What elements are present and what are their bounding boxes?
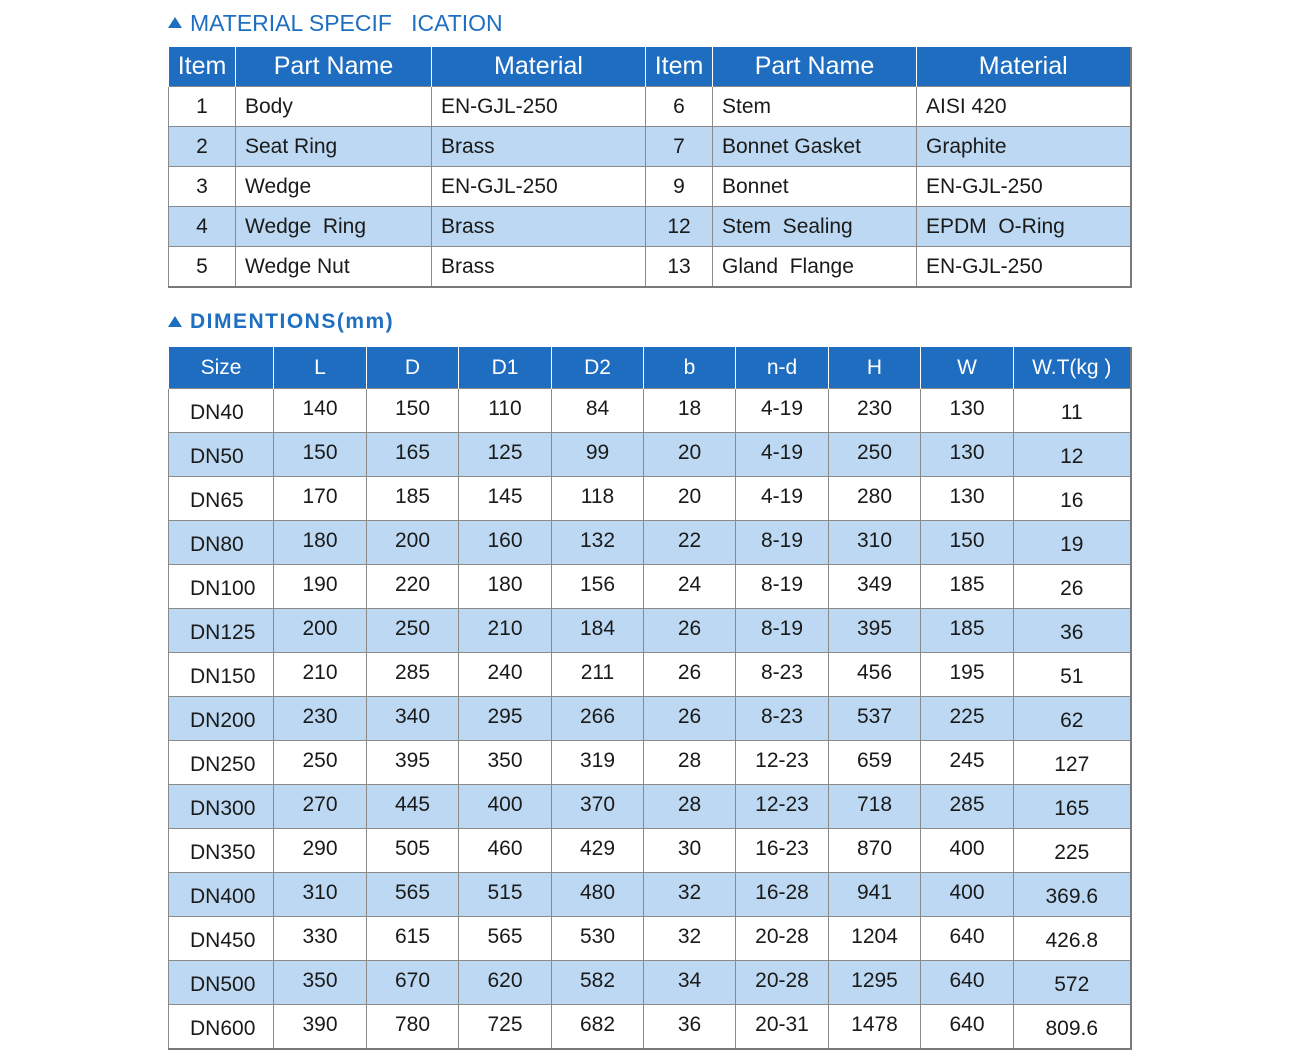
cell-value: 4-19 xyxy=(736,433,829,477)
header-cell: D xyxy=(367,347,459,389)
table-row xyxy=(169,87,1131,127)
cell-value: 16-23 xyxy=(736,829,829,873)
cell-value: 285 xyxy=(367,653,459,697)
cell-item: 9 xyxy=(646,167,713,207)
cell-value: 125 xyxy=(459,433,552,477)
cell-value: 130 xyxy=(921,477,1014,521)
dimensions-title xyxy=(168,310,394,334)
cell-value: 200 xyxy=(274,609,367,653)
cell-value: 340 xyxy=(367,697,459,741)
cell-value: 350 xyxy=(459,741,552,785)
cell-value: 1295 xyxy=(829,961,921,1005)
cell-value: 565 xyxy=(459,917,552,961)
cell-part-name: Wedge xyxy=(236,167,432,207)
cell-size: DN65 xyxy=(169,477,274,521)
cell-value: 20 xyxy=(644,433,736,477)
cell-value: 210 xyxy=(459,609,552,653)
cell-value: 330 xyxy=(274,917,367,961)
material-header-row xyxy=(169,47,1131,87)
table-row xyxy=(169,389,1131,433)
cell-value: 285 xyxy=(921,785,1014,829)
cell-value: 718 xyxy=(829,785,921,829)
header-cell: D2 xyxy=(552,347,644,389)
material-spec-title-text: MATERIAL SPECIF ICATION xyxy=(190,10,503,36)
cell-value: 780 xyxy=(367,1005,459,1050)
cell-value: 185 xyxy=(921,609,1014,653)
header-cell: W.T(kg ) xyxy=(1014,347,1131,389)
cell-part-name: Seat Ring xyxy=(236,127,432,167)
cell-size: DN80 xyxy=(169,521,274,565)
cell-value: 426.8 xyxy=(1014,917,1131,961)
header-cell: b xyxy=(644,347,736,389)
header-item: Item xyxy=(646,47,713,87)
cell-size: DN250 xyxy=(169,741,274,785)
cell-value: 200 xyxy=(367,521,459,565)
cell-material: Graphite xyxy=(917,127,1131,167)
table-row xyxy=(169,653,1131,697)
cell-item: 1 xyxy=(169,87,236,127)
cell-value: 127 xyxy=(1014,741,1131,785)
cell-value: 20 xyxy=(644,477,736,521)
cell-item: 5 xyxy=(169,247,236,288)
cell-part-name: Wedge Ring xyxy=(236,207,432,247)
cell-value: 941 xyxy=(829,873,921,917)
header-cell: Size xyxy=(169,347,274,389)
table-row xyxy=(169,433,1131,477)
cell-value: 16 xyxy=(1014,477,1131,521)
table-row xyxy=(169,917,1131,961)
triangle-up-icon xyxy=(168,17,182,28)
cell-value: 280 xyxy=(829,477,921,521)
header-cell: n-d xyxy=(736,347,829,389)
cell-item: 12 xyxy=(646,207,713,247)
cell-item: 2 xyxy=(169,127,236,167)
cell-material: EN-GJL-250 xyxy=(432,167,646,207)
cell-value: 22 xyxy=(644,521,736,565)
material-spec-table xyxy=(168,47,1132,288)
cell-value: 165 xyxy=(1014,785,1131,829)
table-row xyxy=(169,1005,1131,1050)
cell-value: 184 xyxy=(552,609,644,653)
cell-value: 230 xyxy=(829,389,921,433)
cell-value: 36 xyxy=(644,1005,736,1050)
cell-value: 400 xyxy=(459,785,552,829)
cell-size: DN50 xyxy=(169,433,274,477)
cell-part-name: Body xyxy=(236,87,432,127)
cell-value: 530 xyxy=(552,917,644,961)
cell-value: 140 xyxy=(274,389,367,433)
table-row xyxy=(169,477,1131,521)
cell-value: 32 xyxy=(644,873,736,917)
cell-value: 266 xyxy=(552,697,644,741)
cell-value: 99 xyxy=(552,433,644,477)
material-spec-title xyxy=(168,10,503,37)
cell-size: DN500 xyxy=(169,961,274,1005)
cell-value: 220 xyxy=(367,565,459,609)
header-part-name: Part Name xyxy=(713,47,917,87)
table-row xyxy=(169,521,1131,565)
cell-value: 34 xyxy=(644,961,736,1005)
cell-value: 310 xyxy=(829,521,921,565)
cell-size: DN450 xyxy=(169,917,274,961)
cell-value: 180 xyxy=(459,565,552,609)
cell-value: 190 xyxy=(274,565,367,609)
cell-value: 537 xyxy=(829,697,921,741)
cell-value: 400 xyxy=(921,829,1014,873)
cell-material: Brass xyxy=(432,127,646,167)
cell-value: 319 xyxy=(552,741,644,785)
cell-size: DN300 xyxy=(169,785,274,829)
table-row xyxy=(169,127,1131,167)
cell-value: 185 xyxy=(367,477,459,521)
cell-material: EPDM O-Ring xyxy=(917,207,1131,247)
cell-value: 4-19 xyxy=(736,477,829,521)
cell-value: 8-19 xyxy=(736,609,829,653)
cell-value: 429 xyxy=(552,829,644,873)
cell-size: DN150 xyxy=(169,653,274,697)
cell-value: 659 xyxy=(829,741,921,785)
cell-value: 505 xyxy=(367,829,459,873)
table-row xyxy=(169,565,1131,609)
cell-value: 310 xyxy=(274,873,367,917)
cell-value: 110 xyxy=(459,389,552,433)
cell-item: 7 xyxy=(646,127,713,167)
cell-value: 12-23 xyxy=(736,741,829,785)
cell-value: 36 xyxy=(1014,609,1131,653)
cell-value: 225 xyxy=(1014,829,1131,873)
cell-value: 16-28 xyxy=(736,873,829,917)
cell-part-name: Bonnet xyxy=(713,167,917,207)
cell-value: 8-23 xyxy=(736,653,829,697)
cell-value: 640 xyxy=(921,961,1014,1005)
header-cell: L xyxy=(274,347,367,389)
cell-value: 160 xyxy=(459,521,552,565)
cell-value: 24 xyxy=(644,565,736,609)
cell-value: 670 xyxy=(367,961,459,1005)
cell-value: 20-28 xyxy=(736,917,829,961)
header-material: Material xyxy=(432,47,646,87)
cell-value: 26 xyxy=(644,653,736,697)
cell-value: 165 xyxy=(367,433,459,477)
cell-value: 640 xyxy=(921,1005,1014,1050)
cell-value: 250 xyxy=(274,741,367,785)
cell-part-name: Stem xyxy=(713,87,917,127)
table-row xyxy=(169,167,1131,207)
cell-value: 390 xyxy=(274,1005,367,1050)
table-row xyxy=(169,207,1131,247)
cell-value: 145 xyxy=(459,477,552,521)
cell-value: 30 xyxy=(644,829,736,873)
cell-value: 615 xyxy=(367,917,459,961)
cell-value: 185 xyxy=(921,565,1014,609)
cell-item: 3 xyxy=(169,167,236,207)
cell-item: 4 xyxy=(169,207,236,247)
cell-value: 195 xyxy=(921,653,1014,697)
cell-material: EN-GJL-250 xyxy=(432,87,646,127)
cell-value: 456 xyxy=(829,653,921,697)
header-material: Material xyxy=(917,47,1131,87)
table-row xyxy=(169,697,1131,741)
header-part-name: Part Name xyxy=(236,47,432,87)
cell-value: 62 xyxy=(1014,697,1131,741)
cell-value: 11 xyxy=(1014,389,1131,433)
cell-value: 565 xyxy=(367,873,459,917)
cell-material: EN-GJL-250 xyxy=(917,167,1131,207)
cell-value: 8-19 xyxy=(736,521,829,565)
cell-value: 28 xyxy=(644,785,736,829)
table-row xyxy=(169,609,1131,653)
cell-value: 395 xyxy=(829,609,921,653)
cell-value: 515 xyxy=(459,873,552,917)
cell-material: Brass xyxy=(432,207,646,247)
table-row xyxy=(169,785,1131,829)
cell-value: 250 xyxy=(367,609,459,653)
cell-size: DN600 xyxy=(169,1005,274,1050)
cell-value: 620 xyxy=(459,961,552,1005)
cell-value: 12 xyxy=(1014,433,1131,477)
header-cell: D1 xyxy=(459,347,552,389)
cell-value: 400 xyxy=(921,873,1014,917)
cell-value: 180 xyxy=(274,521,367,565)
cell-material: AISI 420 xyxy=(917,87,1131,127)
cell-value: 51 xyxy=(1014,653,1131,697)
cell-value: 26 xyxy=(644,609,736,653)
cell-value: 682 xyxy=(552,1005,644,1050)
cell-material: Brass xyxy=(432,247,646,288)
dimensions-title-text: DIMENTIONS(mm) xyxy=(190,310,395,333)
header-cell: W xyxy=(921,347,1014,389)
cell-value: 240 xyxy=(459,653,552,697)
table-row xyxy=(169,961,1131,1005)
cell-value: 349 xyxy=(829,565,921,609)
cell-value: 4-19 xyxy=(736,389,829,433)
cell-value: 370 xyxy=(552,785,644,829)
cell-value: 132 xyxy=(552,521,644,565)
cell-value: 8-23 xyxy=(736,697,829,741)
table-row xyxy=(169,829,1131,873)
cell-value: 395 xyxy=(367,741,459,785)
cell-value: 572 xyxy=(1014,961,1131,1005)
cell-material: EN-GJL-250 xyxy=(917,247,1131,288)
cell-value: 270 xyxy=(274,785,367,829)
cell-value: 130 xyxy=(921,389,1014,433)
cell-part-name: Bonnet Gasket xyxy=(713,127,917,167)
cell-value: 230 xyxy=(274,697,367,741)
cell-value: 1478 xyxy=(829,1005,921,1050)
cell-part-name: Gland Flange xyxy=(713,247,917,288)
cell-value: 20-31 xyxy=(736,1005,829,1050)
cell-value: 12-23 xyxy=(736,785,829,829)
cell-value: 26 xyxy=(644,697,736,741)
cell-value: 150 xyxy=(367,389,459,433)
cell-value: 156 xyxy=(552,565,644,609)
cell-value: 460 xyxy=(459,829,552,873)
header-cell: H xyxy=(829,347,921,389)
cell-value: 870 xyxy=(829,829,921,873)
cell-value: 1204 xyxy=(829,917,921,961)
cell-part-name: Wedge Nut xyxy=(236,247,432,288)
cell-value: 725 xyxy=(459,1005,552,1050)
cell-value: 170 xyxy=(274,477,367,521)
table-row xyxy=(169,873,1131,917)
cell-size: DN40 xyxy=(169,389,274,433)
cell-item: 13 xyxy=(646,247,713,288)
cell-value: 118 xyxy=(552,477,644,521)
header-item: Item xyxy=(169,47,236,87)
cell-value: 26 xyxy=(1014,565,1131,609)
cell-value: 809.6 xyxy=(1014,1005,1131,1050)
table-row xyxy=(169,247,1131,288)
cell-size: DN400 xyxy=(169,873,274,917)
cell-value: 19 xyxy=(1014,521,1131,565)
cell-value: 350 xyxy=(274,961,367,1005)
cell-value: 130 xyxy=(921,433,1014,477)
cell-value: 245 xyxy=(921,741,1014,785)
cell-value: 369.6 xyxy=(1014,873,1131,917)
cell-value: 150 xyxy=(921,521,1014,565)
cell-value: 295 xyxy=(459,697,552,741)
dimensions-table xyxy=(168,347,1132,1050)
cell-part-name: Stem Sealing xyxy=(713,207,917,247)
cell-size: DN350 xyxy=(169,829,274,873)
cell-size: DN100 xyxy=(169,565,274,609)
cell-value: 84 xyxy=(552,389,644,433)
table-row xyxy=(169,741,1131,785)
cell-value: 640 xyxy=(921,917,1014,961)
cell-value: 28 xyxy=(644,741,736,785)
triangle-up-icon xyxy=(168,316,182,327)
cell-value: 480 xyxy=(552,873,644,917)
cell-size: DN200 xyxy=(169,697,274,741)
cell-value: 290 xyxy=(274,829,367,873)
cell-value: 210 xyxy=(274,653,367,697)
cell-value: 225 xyxy=(921,697,1014,741)
cell-value: 8-19 xyxy=(736,565,829,609)
cell-value: 20-28 xyxy=(736,961,829,1005)
cell-value: 582 xyxy=(552,961,644,1005)
cell-item: 6 xyxy=(646,87,713,127)
cell-value: 250 xyxy=(829,433,921,477)
dimensions-header-row xyxy=(169,347,1131,389)
cell-value: 18 xyxy=(644,389,736,433)
cell-size: DN125 xyxy=(169,609,274,653)
cell-value: 150 xyxy=(274,433,367,477)
cell-value: 32 xyxy=(644,917,736,961)
cell-value: 211 xyxy=(552,653,644,697)
cell-value: 445 xyxy=(367,785,459,829)
